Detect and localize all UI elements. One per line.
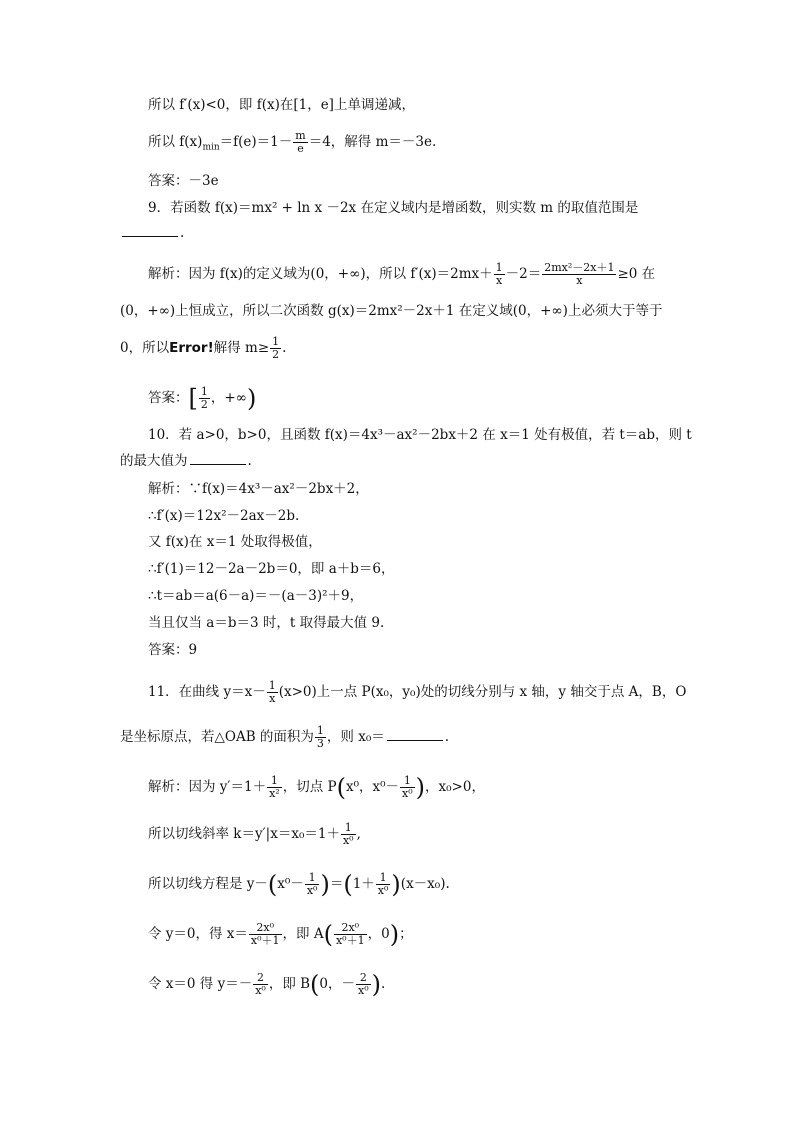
solution-11-line-3: 所以切线方程是 y－(x⁰－ $\frac{1}{\text{x⁰}}$ )＝(1＋ $\frac{1}{\text{x⁰}}$ )(x－x₀). [148,870,450,899]
answer-9: 答案：[ $\frac{1}{2}$ ，+∞) [148,384,257,413]
fraction: $\frac{1}{3}$ [316,724,324,750]
solution-9-line-3: 0，所以Error!解得 m≥ $\frac{1}{2}$ . [120,335,287,361]
fraction: $\frac{2}{\text{x⁰}}$ [255,971,266,997]
answer-blank [387,728,443,741]
solution-11-line-1: 解析：因为 y′＝1＋ $\frac{1}{\text{x²}}$ ，切点 P(x⁰，x⁰－ $\frac{1}{\text{x⁰}}$ )，x₀>0， [148,773,485,802]
fraction: $\frac{1}{x}$ [268,679,276,705]
fraction: $\frac{\text{2x⁰}}{\text{x⁰＋1}}$ [335,921,365,947]
question-10-line-2: 的最大值为 . [120,453,252,469]
answer-blank [122,224,178,237]
solution-10-line-4: ∴f′(1)＝12－2a－2b＝0，即 a＋b＝6， [148,561,395,577]
solution-9-line-2: (0，+∞)上恒成立，所以二次函数 g(x)＝2mx²－2x＋1 在定义域(0，+∞)上必须大于等于 [120,303,663,319]
line-min-value: 所以 $f(x)_{min}=f(e)=1-$ $\frac{m}{e}$ ＝4，解得 m＝－3e. [148,129,437,155]
question-9-line-2: . [120,222,734,244]
solution-11-line-5: 令 x＝0 得 y＝－ $\frac{2}{\text{x⁰}}$ ，即 B(0，－ $\frac{2}{\text{x⁰}}$ ). [148,970,386,999]
fraction: $\frac{1}{\text{x⁰}}$ [377,871,389,897]
solution-10-line-5: ∴t＝ab＝a(6－a)＝－(a－3)²＋9， [148,588,364,604]
fraction: $\frac{1}{\text{x²}}$ [269,774,280,800]
solution-10-line-1: 解析：∵f(x)＝4x³－ax²－2bx＋2， [148,481,369,497]
answer-8: 答案：－3e [148,173,219,189]
solution-10-line-3: 又 f(x)在 x＝1 处取得极值， [148,534,322,550]
fraction-m-over-e: $\frac{m}{e}$ [295,129,306,155]
line-derivative-negative: 所以 f′(x)<0，即 f(x)在[1，e]上单调递减， [148,97,415,113]
answer-blank [190,452,246,465]
solution-11-line-4: 令 y＝0，得 x＝ $\frac{\text{2x⁰}}{\text{x⁰＋1}}$ ，即 A( $\frac{\text{2x⁰}}{\text{x⁰＋1}}$ ，0)； [148,920,413,949]
solution-10-line-2: ∴f′(x)＝12x²－2ax－2b. [148,508,300,524]
question-9-line-1: 9．若函数 f(x)＝mx² + ln x －2x 在定义域内是增函数，则实数 m 的取值范围是 [148,200,639,216]
question-11-line-2: 是坐标原点，若△OAB 的面积为 $\frac{1}{3}$ ，则 x₀＝ . [120,724,450,750]
fraction: $\frac{1}{2}$ [200,385,208,411]
fraction: $\frac{1}{x}$ [495,261,503,287]
question-10-line-1: 10．若 a>0，b>0，且函数 f(x)＝4x³－ax²－2bx＋2 在 x＝1 处有极值，若 t＝ab，则 t [148,427,692,443]
question-11-line-1: 11．在曲线 y＝x－ $\frac{1}{x}$ (x>0)上一点 P(x₀，y₀)处的切线分别与 x 轴，y 轴交于点 A，B，O [148,679,687,705]
solution-11-line-2: 所以切线斜率 k＝y′|x＝x₀＝1＋ $\frac{1}{\text{x⁰}}$ , [148,821,361,847]
solution-10-line-6: 当且仅当 a＝b＝3 时，t 取得最大值 9. [148,615,385,631]
fraction: $\frac{1}{\text{x⁰}}$ [306,871,318,897]
fraction: $\frac{1}{2}$ [272,335,280,361]
fraction: $\frac{1}{\text{x⁰}}$ [342,821,354,847]
solution-9-line-1: 解析：因为 f(x)的定义域为(0，+∞)，所以 f′(x)＝2mx＋ $\frac{1}{x}$ －2＝ $\frac{\text{2mx²－2x＋1}}{x}$ ≥0 在 [148,261,656,287]
fraction: $\frac{2}{\text{x⁰}}$ [358,971,369,997]
answer-10: 答案：9 [148,642,198,658]
fraction: $\frac{\text{2mx²－2x＋1}}{x}$ [544,261,615,287]
fraction: $\frac{\text{2x⁰}}{\text{x⁰＋1}}$ [250,921,280,947]
fraction: $\frac{1}{\text{x⁰}}$ [402,774,413,800]
